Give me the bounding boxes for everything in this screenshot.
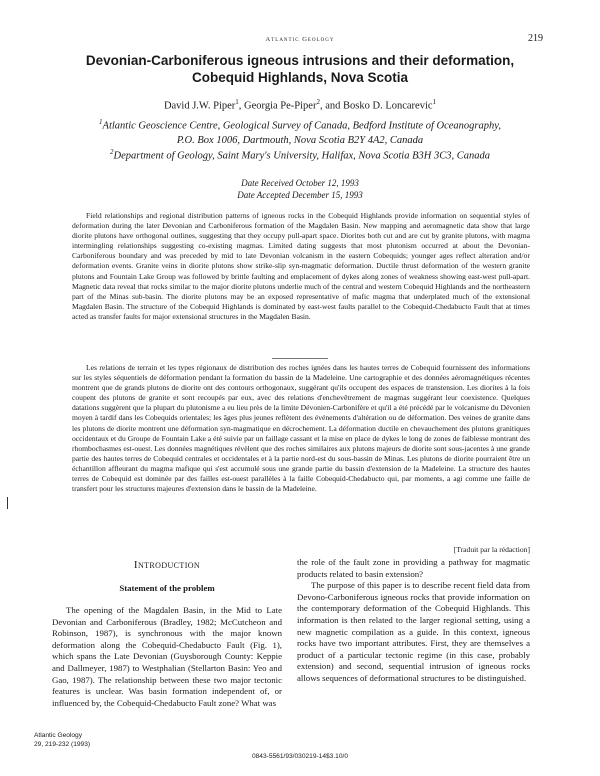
abstract: Field relationships and regional distribution patterns of igneous rocks in the Cobequid Highlands provide information on sequential styles of deformation during the later Devonian and Carboniferous formation of the Magdalen Basin. New mapping and aeromagnetic data show that large diorite plutons have orthogonal outlines, suggesting that they occupy pull-apart space. Diorites both cut and are cut by granite plutons, with magma intermingling relationships suggesting co-existing magmas. Limited dating suggests that most plutonism occurred at about the Devonian-Carboniferous boundary and was preceded by mid to late Devonian volcanism in the eastern Cobequids; younger ages reflect alteration and/or deformation events. Granite veins in diorite plutons show strike-slip syn-magmatic deformation. Ductile thrust deformation of the western granite plutons and Fountain Lake Group was followed by brittle faulting and emplacement of dykes along zones of weakness showing east-west pull-apart. Magnetic data reveal that rocks similar to the major diorite plutons underlie much of the central and western Cobequid Highlands and the northeastern part of the Minas sub-basin. The diorite plutons may be an exposed representative of mafic magma that underplated much of the extensional Magdalen Basin. The structure of the Cobequid Highlands is dominated by east-west faults parallel to the Cobequid-Chedabucto Fault that at times acted as transfer faults for major extensional structures in the Magdalen Basin. [72,211,530,321]
affiliation-1 [40,115,560,148]
affiliation-line: Department of Geology, Saint Mary's University, Halifax, Nova Scotia B3H 3C3, Canada [113,150,490,162]
body-column-right [297,557,530,685]
affiliation-line: P.O. Box 1006, Dartmouth, Nova Scotia B2Y 4A2, Canada [176,134,424,146]
affiliation-marker: 2 [110,148,114,156]
date-accepted: Date Accepted December 15, 1993 [237,190,363,200]
author-affiliation-marker: 1 [235,98,239,106]
running-head: Atlantic Geology [265,36,335,43]
author-separator: , [238,100,245,112]
page-number: 219 [528,33,543,44]
article-title [40,52,560,86]
footer-code: 0843-5561/93/030219-14$3.10/0 [251,753,349,760]
date-received: Date Received October 12, 1993 [241,178,359,188]
author-separator: , and [319,100,344,112]
author-name: David J.W. Piper [163,100,236,112]
body-paragraph: The purpose of this paper is to describe recent field data from Devono-Carboniferous igneous rocks that provide information on the contemporary deformation of the Cobequid Highlands. This information is then related to the larger regional setting, using a new magnetic compilation as a guide. In this context, igneous rocks have two important attributes. First, they are themselves a product of a particular tectonic regime (in this case, probably extension) and second, sequential intrusion of igneous rocks allows sequences of deformational structures to be distinguished. [297,580,530,683]
resume-french: Les relations de terrain et les types régionaux de distribution des roches ignées dans les hautes terres de Cobequid fournissent des informations sur les styles séquentiels de déformation pendant la formation du bassin de la Madeleine. Une cartographie et des données aéromagnétiques récentes montrent que de grands plutons de diorite ont des contours orthogonaux, suggérant qu'ils occupent des espaces de transtension. Les diorites à la fois coupent des plutons de granite et sont recoupés par eux, avec des relations d'enchevêtrement de magmas suggérant leur coexistence. Quelques datations suggèrent que la plupart du plutonisme a eu lieu près de la limite Dévonien-Carbonifère et qu'il a été précédé par le volcanisme du Dévonien moyen à tardif dans les Cobequids orientales; les âges plus jeunes reflètent des événements d'altération ou de déformation. Des veines de granite dans les plutons de diorite montrent une déformation syn-magmatique en décrochement. La déformation ductile en chevauchement des plutons granitiques occidentaux et du Groupe de Fountain Lake a été suivie par un faillage cassant et la mise en place de dykes le long de zones de faiblesse montrant des rhombochasmes est-ouest. Les données magnétiques révèlent que des roches similaires aux plutons majeurs de diorite sont sous-jacentes à une grande partie des hautes terres de Cobequid centrales et occidentales et à la partie nord-est du sous-bassin de Minas. Les plutons de diorite pourraient être un échantillon affleurant du magma mafique qui s'est accumulé sous une grande partie du bassin d'extension de la Madeleine. La structure des hautes terres de Cobequid est dominée par des failles est-ouest parallèles à la faille Cobequid-Chedabucto qui, par moments, a agi comme une faille de transfert pour les structures majeures d'extension dans le bassin de la Madeleine. [72,363,530,494]
body-column-left: The opening of the Magdalen Basin, in the Mid to Late Devonian and Carboniferous (Bradley, 1982; McCutcheon and Robinson, 1987), is synchronous with the major known deformation along the Cobequid-Chedabucto Fault (Fig. 1), which spans the Late Devonian (Guysborough County: Keppie and Dallmeyer, 1987) to Westphalian (Stellarton Basin: Yeo and Gao, 1987). The relationship between these two major tectonic features is unclear. Was basin formation independent of, or influenced by, the Cobequid-Chedabucto Fault zone? What was [52,605,282,708]
author-affiliation-marker: 1 [432,98,437,106]
title-line-1: Devonian-Carboniferous igneous intrusions and their deformation, [85,53,515,68]
author-affiliation-marker: 2 [316,98,320,106]
affiliation-marker: 1 [99,118,103,126]
author-list [40,98,560,112]
article-dates [40,177,560,201]
translation-note: [Traduit par la rédaction] [453,545,530,554]
author-name: Georgia Pe-Piper [244,100,317,112]
footer-journal [34,732,90,749]
footer-citation: 29, 219-232 (1993) [34,740,91,748]
title-line-2: Cobequid Highlands, Nova Scotia [191,70,409,85]
separator-rule [272,358,328,359]
subsection-heading: Statement of the problem [119,583,215,593]
affiliation-line: Atlantic Geoscience Centre, Geological Survey of Canada, Bedford Institute of Oceanography, [102,120,501,132]
footer-journal-name: Atlantic Geology [34,732,83,739]
body-paragraph-continued: the role of the fault zone in providing a pathway for magmatic products related to basin extension? [297,557,530,579]
author-name: Bosko D. Loncarevic [343,100,433,112]
margin-mark [7,497,8,509]
affiliation-2 [40,145,560,164]
section-heading-introduction: Introduction [133,559,201,571]
